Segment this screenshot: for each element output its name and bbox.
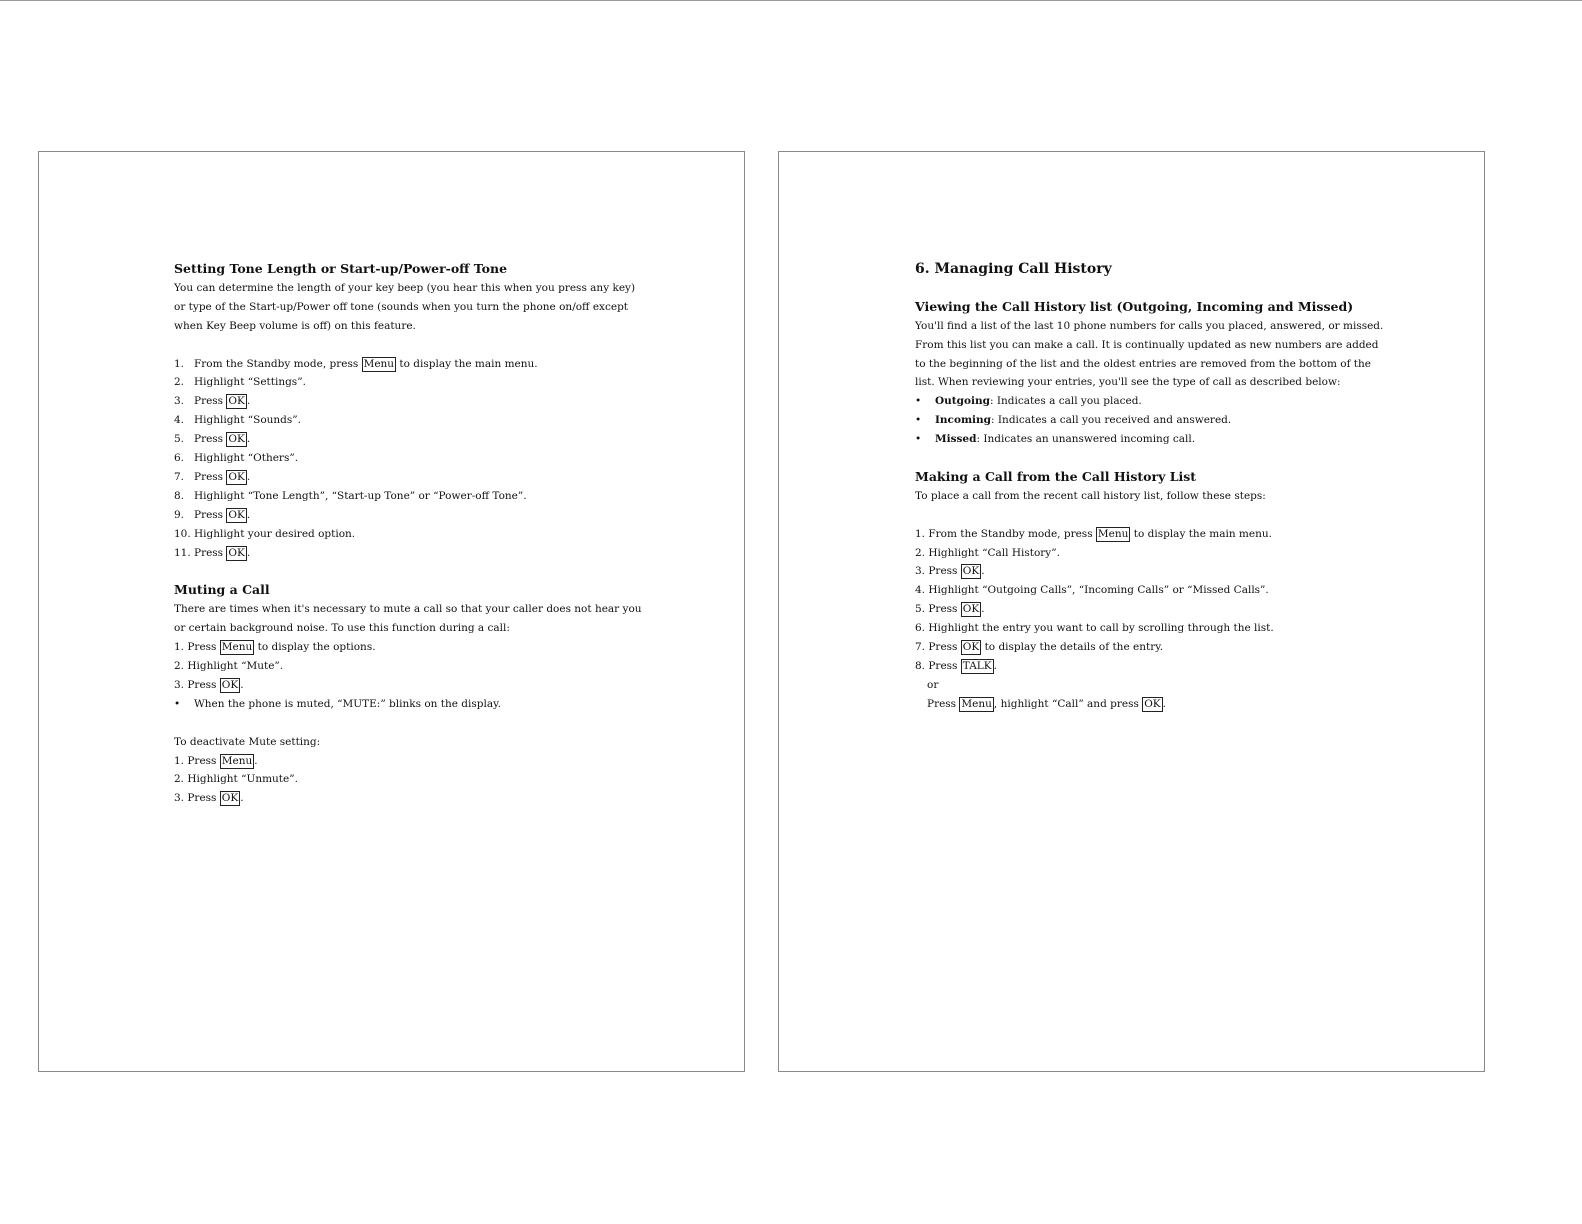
step-line bbox=[174, 373, 642, 392]
view-intro-3: to the beginning of the list and the oldest entries are removed from the bottom of the bbox=[915, 357, 1372, 370]
view-intro-4: list. When reviewing your entries, you'll see the type of call as described below: bbox=[915, 376, 1341, 389]
step-text: Highlight “Others”. bbox=[194, 452, 299, 465]
step-line bbox=[174, 506, 642, 525]
ok-key: OK bbox=[962, 641, 980, 654]
step-line bbox=[174, 449, 642, 468]
make-intro: To place a call from the recent call history list, follow these steps: bbox=[915, 489, 1266, 502]
call-type-bullet bbox=[915, 430, 1383, 449]
step-number: 2. bbox=[174, 376, 185, 389]
step-text: Press bbox=[194, 433, 227, 446]
deactivate-steps-list bbox=[174, 752, 642, 809]
ok-key: OK bbox=[228, 546, 245, 559]
step-text-after: . bbox=[246, 546, 251, 559]
step-text: 2. Highlight “Unmute”. bbox=[174, 773, 298, 786]
step-line bbox=[174, 355, 642, 374]
call-type-term: Missed bbox=[935, 433, 977, 446]
tone-intro-3: when Key Beep volume is off) on this feature. bbox=[174, 319, 416, 332]
step-line bbox=[174, 770, 642, 789]
tone-heading: Setting Tone Length or Start-up/Power-off Tone bbox=[174, 261, 508, 276]
talk-key: TALK bbox=[962, 659, 992, 672]
step-text-after: . bbox=[246, 395, 251, 408]
step-number: 7. bbox=[174, 470, 185, 483]
step-text: 1. Press bbox=[174, 641, 220, 654]
ok-key: OK bbox=[962, 565, 980, 578]
call-type-bullet bbox=[915, 411, 1383, 430]
view-heading: Viewing the Call History list (Outgoing, Incoming and Missed) bbox=[915, 298, 1354, 314]
alt-mid: , highlight “Call” and press bbox=[993, 697, 1143, 710]
step-text-after: to display the main menu. bbox=[1130, 527, 1272, 540]
step-line bbox=[915, 581, 1383, 600]
call-type-desc: : Indicates an unanswered incoming call. bbox=[976, 433, 1196, 446]
step-text-after: . bbox=[246, 508, 251, 521]
step-text-after: . bbox=[981, 603, 985, 616]
step-text: From the Standby mode, press bbox=[194, 357, 362, 370]
step-text: 3. Press bbox=[174, 678, 220, 691]
step-line bbox=[174, 752, 642, 771]
ok-key: OK bbox=[962, 603, 980, 616]
mute-intro-2: or certain background noise. To use this function during a call: bbox=[174, 622, 510, 635]
step-line bbox=[915, 600, 1383, 619]
step-text-after: to display the options. bbox=[254, 641, 376, 654]
step-text: 5. Press bbox=[915, 603, 961, 616]
step-text: Highlight “Settings”. bbox=[194, 376, 306, 389]
step-text: Highlight your desired option. bbox=[194, 527, 356, 540]
step-number: 11. bbox=[174, 546, 191, 559]
make-steps-list bbox=[915, 525, 1383, 676]
menu-key: Menu bbox=[1097, 527, 1129, 540]
step-text: Press bbox=[194, 546, 227, 559]
step-number: 9. bbox=[174, 508, 185, 521]
mute-intro-1: There are times when it's necessary to mute a call so that your caller does not hear you bbox=[174, 603, 642, 616]
call-type-desc: : Indicates a call you placed. bbox=[989, 395, 1142, 408]
step-text: 4. Highlight “Outgoing Calls”, “Incoming Calls” or “Missed Calls”. bbox=[915, 584, 1269, 597]
step-text-after: . bbox=[981, 565, 985, 578]
step-text: 7. Press bbox=[915, 641, 961, 654]
make-heading: Making a Call from the Call History List bbox=[915, 468, 1197, 484]
alt-pre: Press bbox=[927, 697, 960, 710]
menu-key: Menu bbox=[363, 357, 395, 370]
ok-key: OK bbox=[228, 395, 245, 408]
step-text: Press bbox=[194, 508, 227, 521]
step-text-after: to display the main menu. bbox=[396, 357, 538, 370]
step-line bbox=[174, 411, 642, 430]
deactivate-title: To deactivate Mute setting: bbox=[174, 735, 321, 748]
ok-key: OK bbox=[228, 433, 245, 446]
step-text: 2. Highlight “Mute”. bbox=[174, 660, 284, 672]
step-number: 8. bbox=[174, 489, 185, 502]
step-text: Press bbox=[194, 395, 227, 408]
bullet-dot: • bbox=[915, 433, 922, 446]
or-text bbox=[915, 676, 1383, 695]
step-line bbox=[174, 487, 642, 506]
step-line bbox=[174, 392, 642, 411]
step-text: 6. Highlight the entry you want to call by scrolling through the list. bbox=[915, 622, 1274, 635]
menu-key: Menu bbox=[961, 697, 992, 710]
step-line bbox=[915, 638, 1383, 657]
left-page bbox=[38, 151, 745, 1072]
mute-bullet bbox=[174, 695, 642, 714]
step-text: 1. Press bbox=[174, 754, 220, 767]
step-line bbox=[174, 657, 642, 676]
left-page-content bbox=[174, 260, 642, 808]
menu-key: Menu bbox=[221, 754, 253, 767]
step-line bbox=[174, 638, 642, 657]
step-text-after: . bbox=[993, 659, 997, 672]
call-type-bullet bbox=[915, 392, 1383, 411]
step-text-after: . bbox=[254, 754, 258, 767]
ok-key: OK bbox=[221, 678, 239, 691]
view-intro-1: You'll find a list of the last 10 phone numbers for calls you placed, answered, or missed. bbox=[915, 319, 1384, 332]
step-text-after: . bbox=[240, 792, 244, 805]
step-number: 1. bbox=[174, 357, 185, 370]
step-number: 6. bbox=[174, 452, 185, 465]
step-line bbox=[174, 789, 642, 808]
ok-key: OK bbox=[221, 792, 239, 805]
mute-steps-list bbox=[174, 638, 642, 695]
step-line bbox=[915, 544, 1383, 563]
step-line bbox=[915, 525, 1383, 544]
step-text: 2. Highlight “Call History”. bbox=[915, 546, 1060, 559]
step-line bbox=[915, 619, 1383, 638]
view-intro-2: From this list you can make a call. It is continually updated as new numbers are added bbox=[915, 338, 1379, 351]
ok-key: OK bbox=[228, 470, 245, 483]
ok-key: OK bbox=[1144, 697, 1161, 710]
step-text: 8. Press bbox=[915, 659, 961, 672]
step-text: Press bbox=[194, 470, 227, 483]
tone-intro-1: You can determine the length of your key beep (you hear this when you press any key) bbox=[174, 281, 636, 294]
alt-step bbox=[915, 695, 1383, 714]
step-line bbox=[915, 562, 1383, 581]
right-page bbox=[778, 151, 1485, 1072]
chapter-title: 6. Managing Call History bbox=[915, 261, 1112, 277]
step-line bbox=[915, 657, 1383, 676]
mute-heading: Muting a Call bbox=[174, 582, 270, 598]
alt-post: . bbox=[1162, 697, 1166, 710]
or-label: or bbox=[927, 678, 939, 691]
step-text-after: . bbox=[246, 470, 251, 483]
step-number: 4. bbox=[174, 414, 185, 427]
tone-steps-list bbox=[174, 355, 642, 563]
step-line bbox=[174, 525, 642, 544]
mute-bullet-text: When the phone is muted, “MUTE:” blinks on the display. bbox=[194, 697, 501, 710]
right-page-content bbox=[915, 260, 1383, 714]
tone-intro-2: or type of the Start-up/Power off tone (sounds when you turn the phone on/off except bbox=[174, 300, 629, 313]
bullet-dot: • bbox=[915, 395, 922, 408]
step-number: 5. bbox=[174, 433, 185, 446]
call-type-bullets bbox=[915, 392, 1383, 449]
bullet-dot: • bbox=[915, 414, 922, 427]
ok-key: OK bbox=[228, 508, 245, 521]
step-text-after: . bbox=[246, 433, 251, 446]
step-text-after: . bbox=[240, 678, 244, 691]
step-number: 10. bbox=[174, 527, 191, 540]
step-text: Highlight “Sounds”. bbox=[194, 414, 301, 427]
bullet-dot: • bbox=[174, 697, 181, 710]
step-text: Highlight “Tone Length”, “Start-up Tone” or “Power-off Tone”. bbox=[194, 489, 527, 502]
call-type-term: Outgoing bbox=[935, 395, 990, 408]
step-line bbox=[174, 430, 642, 449]
step-number: 3. bbox=[174, 395, 185, 408]
step-text: 3. Press bbox=[174, 792, 220, 805]
step-text: 3. Press bbox=[915, 565, 961, 578]
step-line bbox=[174, 468, 642, 487]
step-line bbox=[174, 544, 642, 563]
call-type-term: Incoming bbox=[935, 414, 992, 427]
step-text: 1. From the Standby mode, press bbox=[915, 527, 1096, 540]
call-type-desc: : Indicates a call you received and answered. bbox=[991, 414, 1232, 427]
top-rule bbox=[0, 0, 1582, 1]
step-text-after: to display the details of the entry. bbox=[981, 641, 1164, 654]
menu-key: Menu bbox=[221, 641, 253, 654]
step-line bbox=[174, 676, 642, 695]
